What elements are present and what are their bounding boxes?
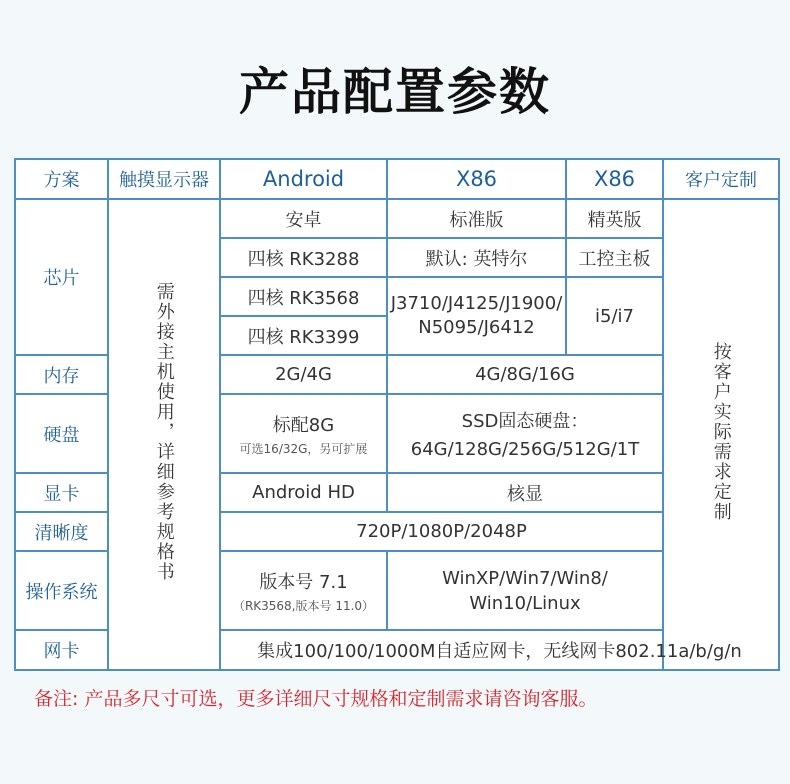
resolution-label: 清晰度 — [15, 512, 108, 551]
storage-x86 — [387, 394, 663, 473]
header-x86-standard: X86 — [387, 159, 566, 199]
chip-rk3568: 四核 RK3568 — [220, 277, 387, 316]
os-android-main: 版本号 7.1 — [259, 571, 348, 593]
os-x86-line2: Win10/Linux — [469, 592, 581, 614]
custom-note — [663, 199, 779, 670]
chip-rk3288: 四核 RK3288 — [220, 238, 387, 277]
custom-note-text: 按客户实际需求定制 — [710, 342, 732, 522]
graphics-x86: 核显 — [387, 473, 663, 512]
storage-android-main: 标配8G — [272, 414, 335, 436]
chip-android-os: 安卓 — [220, 199, 387, 238]
resolution-value: 720P/1080P/2048P — [220, 512, 663, 551]
header-row — [15, 159, 779, 199]
header-x86-elite: X86 — [566, 159, 663, 199]
touch-display-note-text: 需外接主机使用，详细参考规格书 — [153, 282, 175, 582]
header-custom: 客户定制 — [663, 159, 779, 199]
chip-x86-models: J3710/J4125/J1900/ N5095/J6412 — [387, 277, 566, 355]
touch-display-note — [108, 199, 220, 670]
os-x86-line1: WinXP/Win7/Win8/ — [442, 567, 608, 589]
storage-android-sub: 可选16/32G，另可扩展 — [239, 441, 368, 456]
storage-x86-sizes: 64G/128G/256G/512G/1T — [410, 439, 640, 460]
header-scheme: 方案 — [15, 159, 108, 199]
chip-elite-cpu: i5/i7 — [566, 277, 663, 355]
os-android-sub: （RK3568,版本号 11.0） — [232, 598, 375, 613]
chip-rk3399: 四核 RK3399 — [220, 316, 387, 355]
header-touch-display: 触摸显示器 — [108, 159, 220, 199]
chip-label: 芯片 — [15, 199, 108, 355]
chip-x86-elite: 精英版 — [566, 199, 663, 238]
chip-x86-standard: 标准版 — [387, 199, 566, 238]
page-title: 产品配置参数 — [239, 63, 551, 121]
storage-android — [220, 394, 387, 473]
chip-elite-board: 工控主板 — [566, 238, 663, 277]
os-android — [220, 551, 387, 630]
storage-x86-main: SSD固态硬盘： — [461, 411, 589, 432]
memory-x86: 4G/8G/16G — [387, 355, 663, 394]
memory-label: 内存 — [15, 355, 108, 394]
header-android: Android — [220, 159, 387, 199]
spec-table — [14, 158, 780, 671]
memory-android: 2G/4G — [220, 355, 387, 394]
network-label: 网卡 — [15, 630, 108, 670]
footnote: 备注: 产品多尺寸可选，更多详细尺寸规格和定制需求请咨询客服。 — [34, 688, 598, 710]
os-label: 操作系统 — [15, 551, 108, 630]
os-x86 — [387, 551, 663, 630]
chip-x86-default: 默认: 英特尔 — [387, 238, 566, 277]
graphics-android: Android HD — [220, 473, 387, 512]
storage-label: 硬盘 — [15, 394, 108, 473]
chip-row-1 — [15, 199, 779, 238]
graphics-label: 显卡 — [15, 473, 108, 512]
network-value: 集成100/100/1000M自适应网卡，无线网卡802.11a/b/g/n — [220, 630, 779, 670]
